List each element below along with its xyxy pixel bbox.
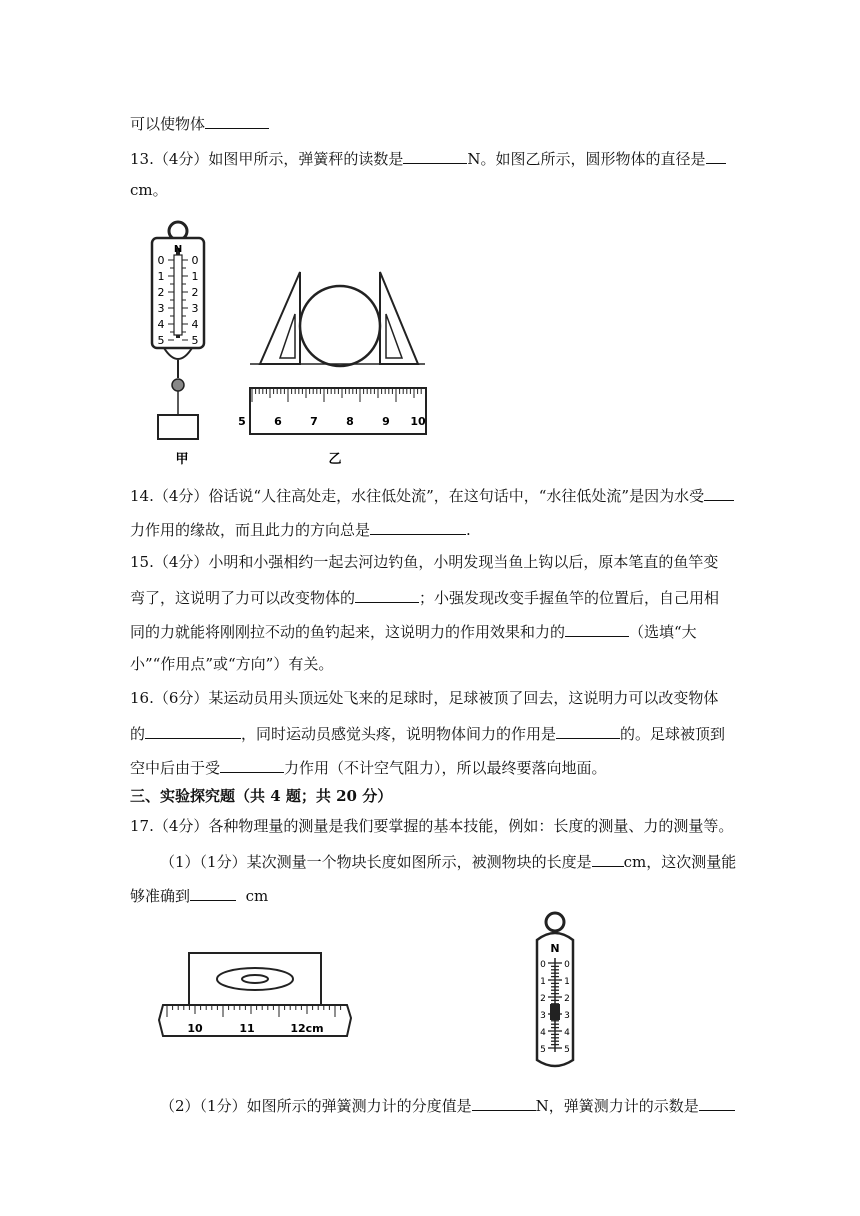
answer-blank[interactable] bbox=[220, 756, 284, 773]
section-3-heading: 三、实验探究题（共 4 题；共 20 分） bbox=[130, 787, 393, 805]
figure-spring-scale-2 bbox=[525, 908, 595, 1074]
answer-blank[interactable] bbox=[699, 1094, 735, 1111]
question-13: 13.（4分）如图甲所示，弹簧秤的读数是 N。如图乙所示，圆形物体的直径是 bbox=[130, 147, 726, 169]
svg-text:4: 4 bbox=[564, 1028, 570, 1038]
answer-blank[interactable] bbox=[145, 722, 241, 739]
svg-text:4: 4 bbox=[157, 318, 165, 331]
answer-blank[interactable] bbox=[472, 1094, 536, 1111]
scale-n-label: N bbox=[173, 244, 183, 255]
question-15-line2: 弯了，这说明了力可以改变物体的 ；小强发现改变手握鱼竿的位置后，自己用相 bbox=[130, 586, 719, 608]
answer-blank[interactable] bbox=[704, 484, 734, 501]
svg-text:3: 3 bbox=[564, 1011, 570, 1021]
figure-block-ruler bbox=[155, 948, 385, 1048]
svg-text:0: 0 bbox=[191, 254, 199, 267]
svg-text:1: 1 bbox=[540, 977, 546, 987]
svg-text:1: 1 bbox=[157, 270, 165, 283]
answer-blank[interactable] bbox=[592, 850, 624, 867]
svg-text:5: 5 bbox=[238, 415, 246, 428]
question-13-cont: cm。 bbox=[130, 181, 168, 199]
svg-text:7: 7 bbox=[310, 415, 318, 428]
question-14: 14.（4分）俗话说“人往高处走，水往低处流”，在这句话中，“水往低处流”是因为水受 bbox=[130, 484, 734, 506]
question-15: 15.（4分）小明和小强相约一起去河边钓鱼，小明发现当鱼上钩以后，原本笔直的鱼竿变 bbox=[130, 553, 719, 571]
svg-text:0: 0 bbox=[157, 254, 165, 267]
svg-text:5: 5 bbox=[564, 1045, 570, 1055]
answer-blank[interactable] bbox=[205, 112, 269, 129]
question-17: 17.（4分）各种物理量的测量是我们要掌握的基本技能，例如：长度的测量、力的测量等。 bbox=[130, 817, 734, 835]
svg-text:5: 5 bbox=[191, 334, 199, 347]
svg-text:0: 0 bbox=[540, 960, 546, 970]
figure-13 bbox=[130, 210, 470, 475]
svg-text:2: 2 bbox=[191, 286, 199, 299]
answer-blank[interactable] bbox=[706, 147, 726, 164]
answer-blank[interactable] bbox=[403, 147, 467, 164]
line-q12-end: 可以使物体 bbox=[130, 112, 269, 134]
question-15-line3: 同的力就能将刚刚拉不动的鱼钓起来，这说明力的作用效果和力的 （选填“大 bbox=[130, 620, 697, 642]
svg-text:6: 6 bbox=[274, 415, 282, 428]
svg-text:3: 3 bbox=[540, 1011, 546, 1021]
answer-blank[interactable] bbox=[565, 620, 629, 637]
svg-text:0: 0 bbox=[564, 960, 570, 970]
svg-text:4: 4 bbox=[191, 318, 199, 331]
svg-text:8: 8 bbox=[346, 415, 354, 428]
svg-text:11: 11 bbox=[239, 1022, 255, 1035]
svg-text:3: 3 bbox=[191, 302, 199, 315]
spring-scale-jia bbox=[152, 222, 204, 467]
svg-text:2: 2 bbox=[157, 286, 165, 299]
svg-text:2: 2 bbox=[564, 994, 570, 1004]
svg-text:5: 5 bbox=[157, 334, 165, 347]
answer-blank[interactable] bbox=[556, 722, 620, 739]
question-17-part1-cont: 够准确到 cm bbox=[130, 884, 268, 906]
svg-text:9: 9 bbox=[382, 415, 390, 428]
answer-blank[interactable] bbox=[190, 884, 236, 901]
svg-text:1: 1 bbox=[564, 977, 570, 987]
answer-blank[interactable] bbox=[370, 518, 466, 535]
answer-blank[interactable] bbox=[355, 586, 419, 603]
figure-label-yi: 乙 bbox=[328, 452, 342, 467]
question-17-part1: （1）（1分）某次测量一个物块长度如图所示，被测物块的长度是 cm，这次测量能 bbox=[160, 850, 736, 872]
question-16-line3: 空中后由于受 力作用（不计空气阻力），所以最终要落向地面。 bbox=[130, 756, 607, 778]
svg-text:5: 5 bbox=[540, 1045, 546, 1055]
svg-text:2: 2 bbox=[540, 994, 546, 1004]
svg-text:10: 10 bbox=[187, 1022, 203, 1035]
svg-text:10: 10 bbox=[410, 415, 426, 428]
question-16: 16.（6分）某运动员用头顶远处飞来的足球时，足球被顶了回去，这说明力可以改变物体 bbox=[130, 689, 719, 707]
question-15-line4: 小”“作用点”或“方向”）有关。 bbox=[130, 655, 334, 673]
ruler-with-circle-yi bbox=[238, 272, 426, 467]
svg-text:1: 1 bbox=[191, 270, 199, 283]
figure-label-jia: 甲 bbox=[175, 452, 189, 467]
scale-n-label: N bbox=[550, 942, 560, 955]
question-17-part2: （2）（1分）如图所示的弹簧测力计的分度值是 N，弹簧测力计的示数是 bbox=[160, 1094, 735, 1116]
svg-text:12cm: 12cm bbox=[290, 1022, 324, 1035]
svg-text:4: 4 bbox=[540, 1028, 546, 1038]
svg-text:3: 3 bbox=[157, 302, 165, 315]
question-16-line2: 的 ，同时运动员感觉头疼，说明物体间力的作用是 的。足球被顶到 bbox=[130, 722, 725, 744]
question-14-cont: 力作用的缘故，而且此力的方向总是 . bbox=[130, 518, 471, 540]
